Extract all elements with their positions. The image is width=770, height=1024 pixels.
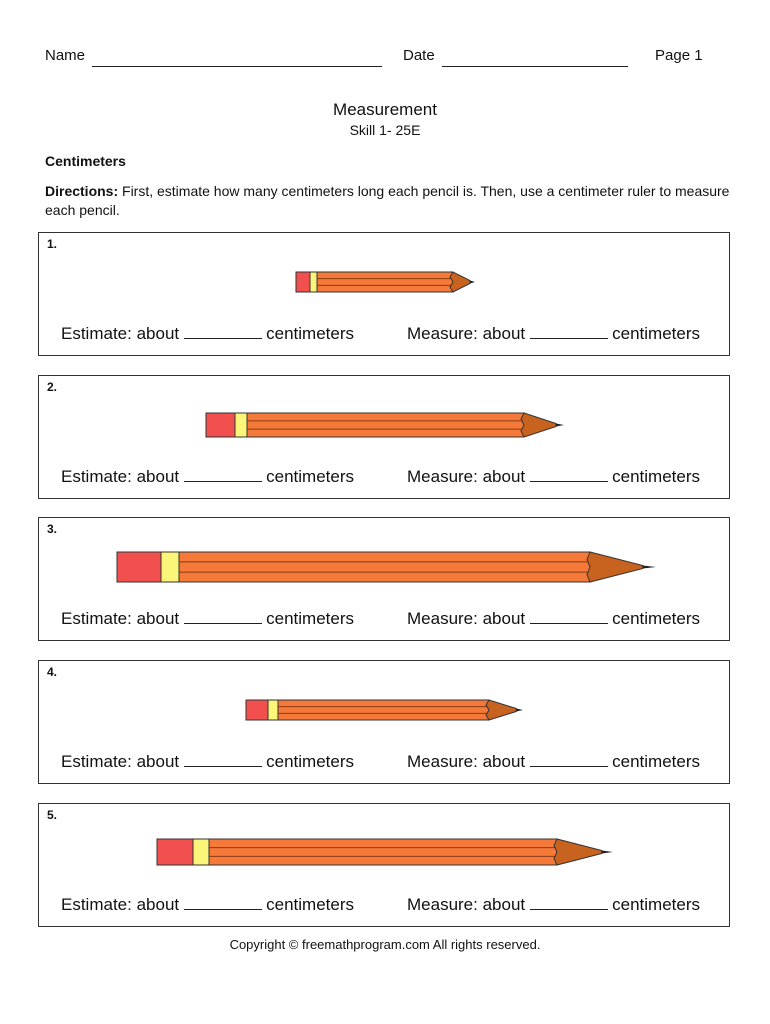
measure-unit: centimeters xyxy=(612,609,701,628)
pencil-body xyxy=(179,552,590,582)
estimate-blank[interactable] xyxy=(184,324,262,339)
measure-label: Measure: about xyxy=(407,752,526,771)
measure-blank[interactable] xyxy=(530,609,608,624)
ferrule xyxy=(161,552,179,582)
estimate-unit: centimeters xyxy=(266,895,354,914)
measure-answer xyxy=(407,324,700,344)
pencil-body xyxy=(247,413,524,437)
pencil-icon xyxy=(205,412,569,440)
measure-blank[interactable] xyxy=(530,895,608,910)
pencil-tip xyxy=(587,552,643,582)
pencil-icon xyxy=(295,271,477,295)
measure-unit: centimeters xyxy=(612,324,701,343)
problem-number: 2. xyxy=(47,380,58,394)
estimate-blank[interactable] xyxy=(184,752,262,767)
estimate-answer xyxy=(61,324,354,344)
measure-answer xyxy=(407,895,700,915)
problem-number: 1. xyxy=(47,237,58,251)
name-label: Name xyxy=(45,47,86,64)
estimate-label: Estimate: about xyxy=(61,467,180,486)
page-title: Measurement xyxy=(333,100,437,119)
estimate-label: Estimate: about xyxy=(61,895,180,914)
measure-label: Measure: about xyxy=(407,609,526,628)
estimate-label: Estimate: about xyxy=(61,609,180,628)
estimate-blank[interactable] xyxy=(184,895,262,910)
estimate-unit: centimeters xyxy=(266,324,354,343)
estimate-label: Estimate: about xyxy=(61,324,180,343)
measure-unit: centimeters xyxy=(612,895,701,914)
problem-box xyxy=(38,232,730,356)
eraser xyxy=(246,700,268,720)
estimate-label: Estimate: about xyxy=(61,752,180,771)
pencil-tip xyxy=(450,272,470,292)
ferrule xyxy=(235,413,247,437)
pencil-icon xyxy=(116,551,658,585)
problem-box xyxy=(38,660,730,784)
measure-unit: centimeters xyxy=(612,752,701,771)
name-field[interactable] xyxy=(92,66,382,67)
problem-number: 3. xyxy=(47,522,58,536)
estimate-blank[interactable] xyxy=(184,609,262,624)
date-label: Date xyxy=(403,47,435,64)
ferrule xyxy=(310,272,317,292)
page-number: Page 1 xyxy=(655,47,703,64)
problem-number: 4. xyxy=(47,665,58,679)
problem-box xyxy=(38,375,730,499)
pencil-tip xyxy=(521,413,556,437)
measure-label: Measure: about xyxy=(407,324,526,343)
date-field[interactable] xyxy=(442,66,628,67)
pencil-body xyxy=(317,272,453,292)
estimate-unit: centimeters xyxy=(266,752,354,771)
estimate-answer xyxy=(61,467,354,487)
problem-box xyxy=(38,517,730,641)
eraser xyxy=(117,552,161,582)
pencil-tip xyxy=(486,700,516,720)
pencil-lead xyxy=(556,424,564,427)
measure-label: Measure: about xyxy=(407,467,526,486)
problem-box xyxy=(38,803,730,927)
pencil-body xyxy=(278,700,489,720)
pencil-tip xyxy=(554,839,602,865)
pencil-lead xyxy=(516,709,523,712)
estimate-unit: centimeters xyxy=(266,467,354,486)
eraser xyxy=(296,272,310,292)
estimate-unit: centimeters xyxy=(266,609,354,628)
estimate-blank[interactable] xyxy=(184,467,262,482)
pencil-lead xyxy=(470,281,475,284)
pencil-body xyxy=(209,839,557,865)
directions-text: First, estimate how many centimeters long each pencil is. Then, use a centimeter ruler to measure each pencil. xyxy=(45,183,730,218)
pencil-icon xyxy=(245,699,529,723)
pencil-icon xyxy=(156,838,620,868)
estimate-answer xyxy=(61,895,354,915)
measure-label: Measure: about xyxy=(407,895,526,914)
measure-answer xyxy=(407,609,700,629)
estimate-answer xyxy=(61,609,354,629)
directions-label: Directions: xyxy=(45,183,119,199)
ferrule xyxy=(193,839,209,865)
eraser xyxy=(157,839,193,865)
measure-blank[interactable] xyxy=(530,752,608,767)
measure-blank[interactable] xyxy=(530,324,608,339)
page-subtitle: Skill 1- 25E xyxy=(349,122,421,138)
measure-blank[interactable] xyxy=(530,467,608,482)
estimate-answer xyxy=(61,752,354,772)
measure-unit: centimeters xyxy=(612,467,701,486)
copyright-footer: Copyright © freemathprogram.com All rights reserved. xyxy=(229,937,541,952)
pencil-lead xyxy=(643,566,656,569)
pencil-lead xyxy=(602,851,613,854)
section-heading: Centimeters xyxy=(45,153,126,169)
directions xyxy=(45,182,735,220)
measure-answer xyxy=(407,467,700,487)
problem-number: 5. xyxy=(47,808,58,822)
ferrule xyxy=(268,700,278,720)
eraser xyxy=(206,413,235,437)
measure-answer xyxy=(407,752,700,772)
